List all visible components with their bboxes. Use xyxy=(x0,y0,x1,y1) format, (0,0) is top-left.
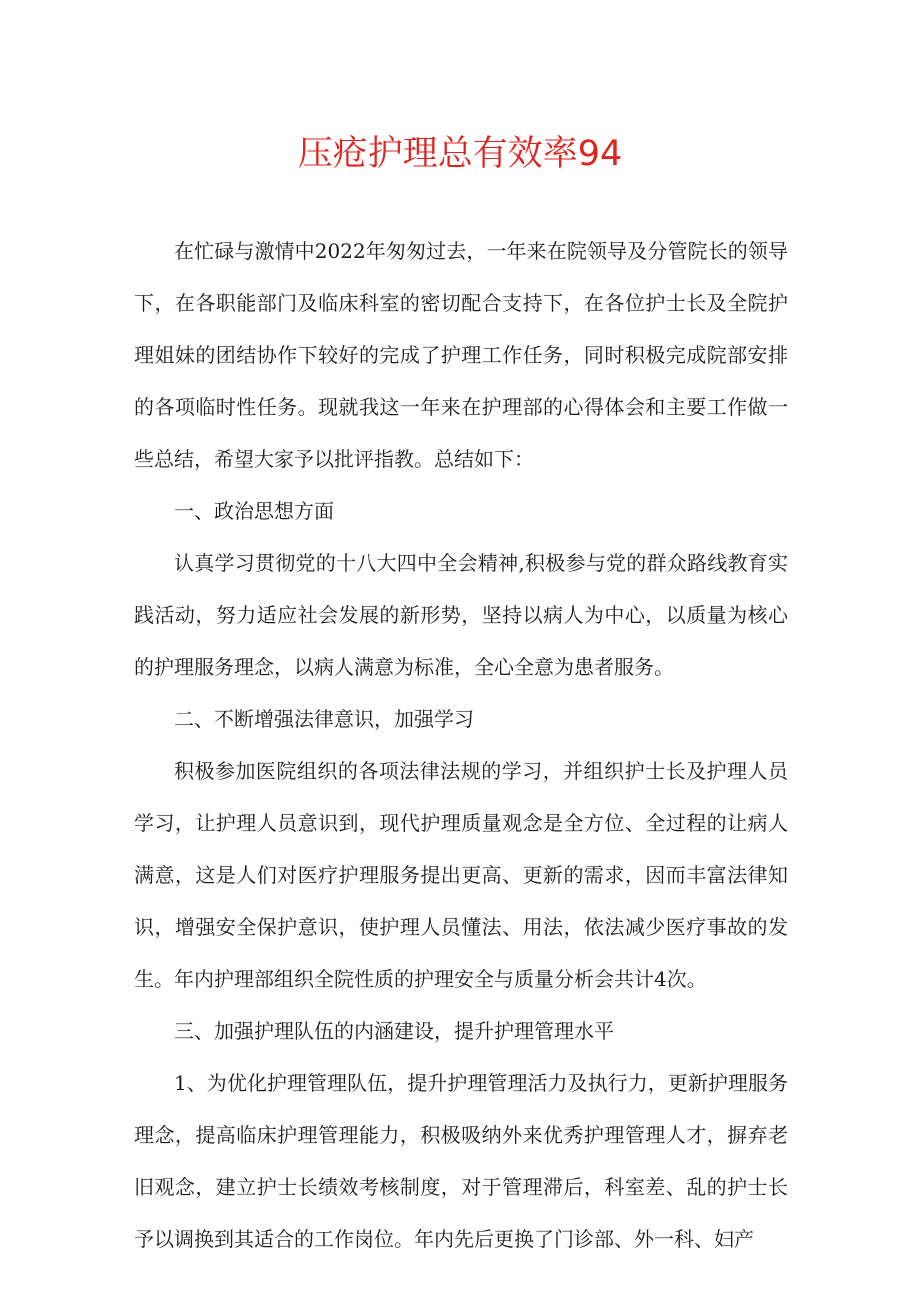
document-title: 压疮护理总有效率94 xyxy=(297,134,623,174)
document-body xyxy=(134,225,788,1265)
section-3-paragraph-1: 1、为优化护理管理队伍，提升护理管理活力及执行力，更新护理服务理念，提高临床护理管理能力，积极吸纳外来优秀护理管理人才，摒弃老旧观念，建立护士长绩效考核制度，对于管理滞后，科室差、乱的护士长予以调换到其适合的工作岗位。年内先后更换了门诊部、外一科、妇产 xyxy=(134,1071,788,1251)
section-2-paragraph: 积极参加医院组织的各项法律法规的学习，并组织护士长及护理人员学习，让护理人员意识到，现代护理质量观念是全方位、全过程的让病人满意，这是人们对医疗护理服务提出更高、更新的需求，因而丰富法律知识，增强安全保护意识，使护理人员懂法、用法，依法减少医疗事故的发生。年内护理部组织全院性质的护理安全与质量分析会共计4次。 xyxy=(134,759,788,991)
section-heading-1: 一、政治思想方面 xyxy=(174,499,334,523)
section-1-paragraph: 认真学习贯彻党的十八大四中全会精神,积极参与党的群众路线教育实践活动，努力适应社会发展的新形势，坚持以病人为中心，以质量为核心的护理服务理念，以病人满意为标准，全心全意为患者服务。 xyxy=(134,551,788,679)
section-heading-2: 二、不断增强法律意识，加强学习 xyxy=(174,707,474,731)
intro-paragraph: 在忙碌与激情中2022年匆匆过去，一年来在院领导及分管院长的领导下，在各职能部门及临床科室的密切配合支持下，在各位护士长及全院护理姐妹的团结协作下较好的完成了护理工作任务，同时积极完成院部安排的各项临时性任务。现就我这一年来在护理部的心得体会和主要工作做一些总结，希望大家予以批评指教。总结如下： xyxy=(134,239,788,471)
section-heading-3: 三、加强护理队伍的内涵建设，提升护理管理水平 xyxy=(174,1019,614,1043)
